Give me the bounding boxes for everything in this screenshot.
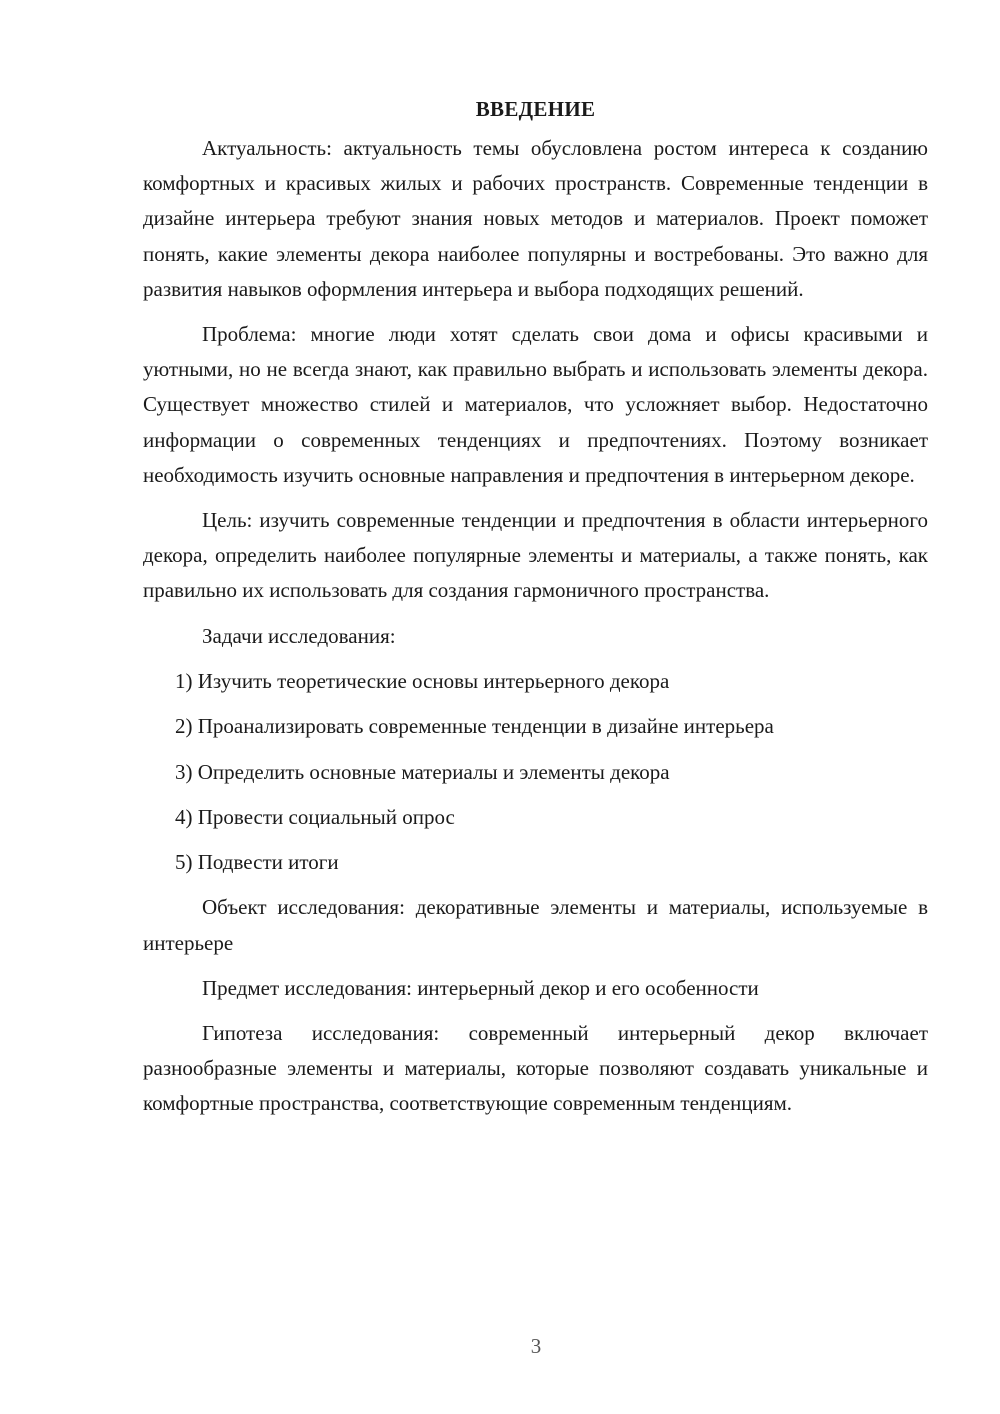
tasks-header: Задачи исследования: xyxy=(202,623,396,648)
task-item: 4) Провести социальный опрос xyxy=(175,804,455,829)
task-item: 1) Изучить теоретические основы интерьерного декора xyxy=(175,668,670,693)
paragraph-relevance: Актуальность: актуальность темы обусловлена ростом интереса к созданию комфортных и красивых жилых и рабочих пространств. Современные тенденции в дизайне интерьера требуют знания новых методов и материалов. Проект поможет понять, какие элементы декора наиболее популярны и востребованы. Это важно для развития навыков оформления интерьера и выбора подходящих решений. xyxy=(143,136,928,301)
paragraph-subject: Предмет исследования: интерьерный декор и его особенности xyxy=(202,975,759,1000)
paragraph-object: Объект исследования: декоративные элементы и материалы, используемые в интерьере xyxy=(143,895,928,955)
page-number: 3 xyxy=(530,1334,542,1358)
paragraph-problem: Проблема: многие люди хотят сделать свои дома и офисы красивыми и уютными, но не всегда знают, как правильно выбрать и использовать элементы декора. Существует множество стилей и материалов, что усложняет выбор. Недостаточно информации о современных тенденциях и предпочтениях. Поэтому возникает необходимость изучить основные направления и предпочтения в интерьерном декоре. xyxy=(143,322,928,487)
task-item: 3) Определить основные материалы и элементы декора xyxy=(175,759,670,784)
section-title: ВВЕДЕНИЕ xyxy=(475,97,596,121)
paragraph-goal: Цель: изучить современные тенденции и предпочтения в области интерьерного декора, определить наиболее популярные элементы и материалы, а также понять, как правильно их использовать для создания гармоничного пространства. xyxy=(143,508,928,603)
document-page xyxy=(143,92,928,1132)
task-item: 5) Подвести итоги xyxy=(175,850,339,875)
paragraph-hypothesis: Гипотеза исследования: современный интерьерный декор включает разнообразные элементы и материалы, которые позволяют создавать уникальные и комфортные пространства, соответствующие современным тенденциям. xyxy=(143,1021,928,1116)
tasks-list xyxy=(143,664,928,880)
task-item: 2) Проанализировать современные тенденции в дизайне интерьера xyxy=(175,714,774,739)
